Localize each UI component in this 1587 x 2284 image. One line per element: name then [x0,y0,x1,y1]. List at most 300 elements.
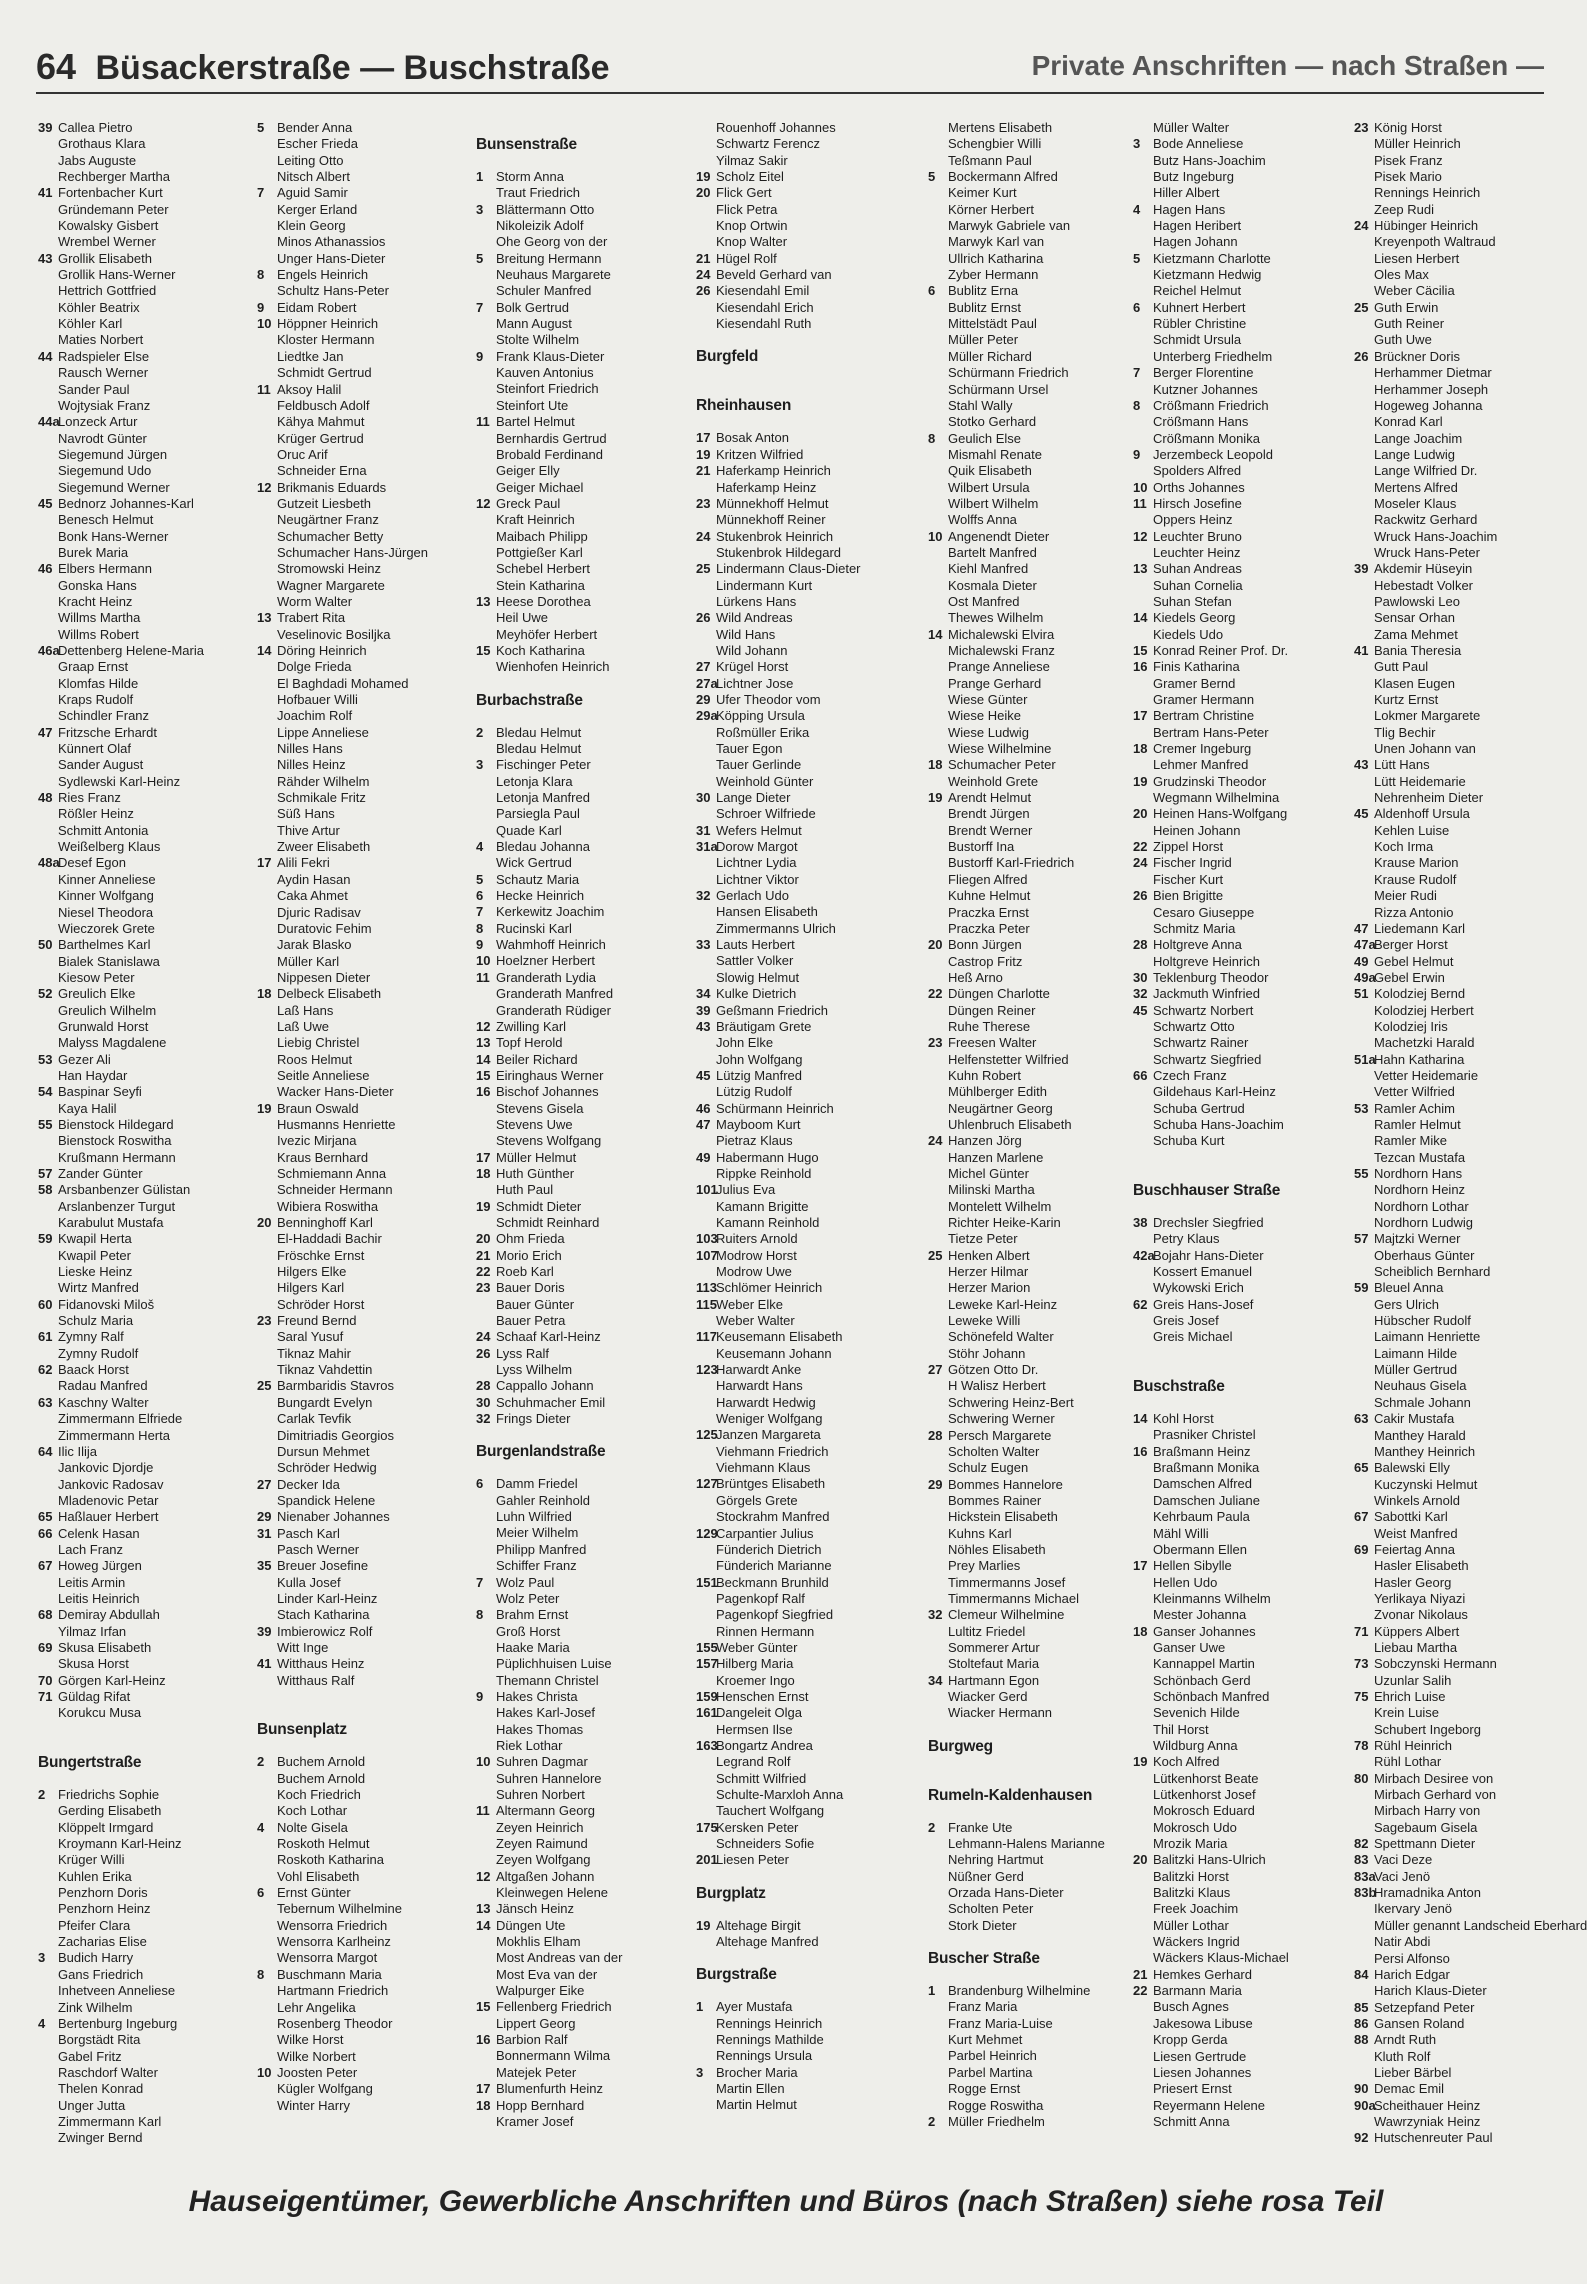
directory-entry [928,725,1140,741]
directory-entry [1133,1297,1345,1313]
house-number: 82 [1354,1836,1369,1852]
directory-entry [928,316,1140,332]
resident-name: Stotko Gerhard [948,414,1037,430]
resident-name: Zeep Rudi [1374,201,1434,217]
resident-name: Graap Ernst [58,659,129,675]
resident-name: Spettmann Dieter [1374,1836,1476,1852]
resident-name: Orths Johannes [1153,479,1245,495]
directory-entry [696,986,908,1002]
resident-name: Schürmann Ursel [948,381,1049,397]
directory-entry [476,1836,688,1852]
house-number: 78 [1354,1738,1369,1754]
directory-entry [696,806,908,822]
directory-entry [1354,1787,1554,1803]
resident-name: Nilles Heinz [277,757,346,773]
directory-entry [257,1950,469,1966]
house-number: 43 [38,250,53,266]
resident-name: Castrop Fritz [948,953,1023,969]
directory-entry [1133,1869,1345,1885]
house-number: 21 [696,463,711,479]
house-number: 26 [1354,348,1369,364]
house-number: 17 [476,2081,491,2097]
resident-name: Wick Gertrud [496,855,572,871]
directory-entry [1354,398,1554,414]
resident-name: Konrad Reiner Prof. Dr. [1153,643,1289,658]
resident-name: Hilgers Elke [277,1264,347,1280]
resident-name: Kraps Rudolf [58,692,134,708]
house-number: 8 [1133,397,1141,413]
directory-entry [476,1852,688,1868]
resident-name: Schengbier Willi [948,136,1042,152]
directory-entry [476,381,688,397]
directory-entry [696,741,908,757]
resident-name: Zeyen Raimund [496,1836,588,1851]
directory-entry [38,1182,250,1198]
resident-name: Tezcan Mustafa [1374,1149,1466,1165]
directory-entry [476,1035,688,1051]
resident-name: Balitzki Horst [1153,1868,1229,1884]
house-number: 6 [476,1476,484,1492]
directory-entry [1133,725,1345,741]
directory-entry [1354,594,1554,610]
resident-name: Leweke Willi [948,1313,1021,1329]
resident-name: Hasler Georg [1374,1574,1452,1590]
directory-entry [928,1411,1140,1427]
directory-entry [1354,1509,1554,1525]
house-number: 29 [257,1509,272,1525]
directory-entry [1133,480,1345,496]
resident-name: Lindermann Kurt [716,577,813,593]
resident-name: Unger Hans-Dieter [277,250,386,266]
resident-name: Engels Heinrich [277,267,369,283]
directory-entry [1133,1313,1345,1329]
directory-entry [38,1297,250,1313]
directory-entry [928,545,1140,561]
resident-name: Zwilling Karl [496,1018,567,1034]
street-heading: Bunsenstraße [476,136,577,153]
resident-name: Greck Paul [496,495,561,511]
resident-name: Künnert Olaf [58,741,131,757]
resident-name: Freesen Walter [948,1035,1037,1051]
house-number: 22 [1133,1983,1148,1999]
resident-name: Wykowski Erich [1153,1280,1244,1296]
directory-entry [928,806,1140,822]
resident-name: Hettrich Gottfried [58,283,157,299]
directory-entry [476,627,688,643]
directory-entry [696,855,908,871]
resident-name: Neugärtner Georg [948,1100,1053,1116]
resident-name: Bongartz Andrea [716,1737,813,1753]
resident-name: Körner Herbert [948,201,1034,217]
resident-name: Krein Luise [1374,1705,1440,1721]
house-number: 11 [257,381,271,397]
house-number: 16 [476,1084,491,1100]
directory-entry [257,594,469,610]
directory-entry [38,1411,250,1427]
resident-name: Sobczynski Hermann [1374,1656,1497,1672]
resident-name: Rucinski Karl [496,920,572,936]
resident-name: Saral Yusuf [277,1329,344,1345]
directory-entry [38,1607,250,1623]
house-number: 1 [696,1999,704,2015]
directory-entry [1133,1509,1345,1525]
directory-entry [928,1558,1140,1574]
resident-name: Sander August [58,757,144,773]
directory-entry [928,300,1140,316]
directory-entry [696,1444,908,1460]
resident-name: Callea Pietro [58,120,133,135]
house-number: 19 [1133,773,1148,789]
directory-entry [38,921,250,937]
directory-entry [696,1738,908,1754]
resident-name: Kropp Gerda [1153,2032,1228,2048]
resident-name: Freund Bernd [277,1313,357,1329]
resident-name: Beckmann Brunhild [716,1574,829,1590]
directory-entry [928,1640,1140,1656]
directory-entry [1133,610,1345,626]
directory-entry [476,1934,688,1950]
directory-entry [1354,1150,1554,1166]
directory-entry [1133,1231,1345,1247]
house-number: 15 [1133,643,1148,658]
resident-name: Bublitz Ernst [948,299,1021,315]
resident-name: Dangeleit Olga [716,1705,802,1721]
house-number: 16 [1133,1443,1148,1459]
directory-entry [1354,1722,1554,1738]
resident-name: Hickstein Elisabeth [948,1509,1058,1525]
directory-entry [1354,937,1554,953]
resident-name: Nehrenheim Dieter [1374,790,1484,806]
directory-entry [38,1362,250,1378]
resident-name: Schwartz Rainer [1153,1035,1249,1051]
resident-name: Caka Ahmet [277,888,348,904]
directory-entry [696,1999,908,2015]
directory-entry [257,1869,469,1885]
directory-entry [1354,970,1554,986]
directory-entry [476,904,688,920]
resident-name: Wild Andreas [716,610,793,626]
resident-name: Suhren Dagmar [496,1754,588,1770]
resident-name: Hansen Elisabeth [716,904,818,920]
directory-entry [696,659,908,675]
resident-name: Joachim Rolf [277,708,353,724]
directory-entry [38,431,250,447]
resident-name: Praczka Ernst [948,904,1029,920]
resident-name: Baack Horst [58,1362,129,1378]
resident-name: Knop Ortwin [716,218,788,234]
resident-name: Dimitriadis Georgios [277,1427,395,1443]
directory-entry [1354,463,1554,479]
directory-entry [476,529,688,545]
resident-name: Kutzner Johannes [1153,381,1258,397]
resident-name: Gerlach Udo [716,888,789,904]
directory-entry [38,1624,250,1640]
directory-entry [257,1918,469,1934]
house-number: 19 [476,1198,491,1214]
directory-entry [1354,2032,1554,2048]
resident-name: Hirsch Josefine [1153,495,1242,511]
resident-name: Holtgreve Heinrich [1153,953,1260,969]
resident-name: Oppers Heinz [1153,512,1233,528]
resident-name: Görgen Karl-Heinz [58,1672,166,1688]
directory-entry [476,1133,688,1149]
directory-entry [257,545,469,561]
resident-name: Wahmhoff Heinrich [496,937,606,953]
resident-name: Matejek Peter [496,2064,577,2080]
resident-name: Geiger Michael [496,479,584,495]
directory-entry [38,1542,250,1558]
directory-entry [928,1673,1140,1689]
resident-name: Schmidt Gertrud [277,365,372,381]
house-number: 7 [257,185,265,201]
resident-name: Guth Uwe [1374,332,1432,348]
directory-entry [696,512,908,528]
directory-entry [476,953,688,969]
directory-entry [928,1689,1140,1705]
resident-name: Roskoth Helmut [277,1836,370,1852]
resident-name: Schmidt Ursula [1153,332,1242,348]
house-number: 15 [476,1067,491,1083]
directory-entry [257,1444,469,1460]
directory-entry [476,1967,688,1983]
house-number: 3 [696,2064,704,2080]
house-number: 18 [476,1165,491,1181]
resident-name: Liebau Martha [1374,1639,1458,1655]
resident-name: Müller Richard [948,348,1032,364]
resident-name: Weist Manfred [1374,1525,1458,1541]
directory-entry [38,202,250,218]
directory-entry [1354,1820,1554,1836]
directory-entry [476,1068,688,1084]
resident-name: Helfenstetter Wilfried [948,1051,1069,1067]
house-number: 35 [257,1558,272,1574]
house-number: 11 [1133,495,1147,511]
directory-entry [928,2114,1140,2130]
directory-entry [1354,1901,1554,1917]
directory-entry [257,153,469,169]
resident-name: Wildburg Anna [1153,1737,1238,1753]
directory-entry [696,1248,908,1264]
directory-entry [1133,839,1345,855]
directory-entry [696,643,908,659]
resident-name: Klöppelt Irmgard [58,1819,154,1835]
directory-entry [257,349,469,365]
directory-entry [928,1248,1140,1264]
directory-entry [696,1476,908,1492]
resident-name: Persi Alfonso [1374,1950,1450,1966]
resident-name: Kinner Anneliese [58,871,156,887]
house-number: 107 [696,1247,718,1263]
directory-entry [1354,1133,1554,1149]
house-number: 10 [928,528,943,544]
directory-entry [38,2049,250,2065]
directory-entry [257,1493,469,1509]
directory-entry [257,1477,469,1493]
directory-entry [257,136,469,152]
house-number: 43 [1354,757,1369,773]
resident-name: Liedemann Karl [1374,920,1466,936]
resident-name: Weber Elke [716,1296,783,1312]
directory-entry [257,316,469,332]
resident-name: Wruck Hans-Peter [1374,544,1480,560]
directory-entry [928,1297,1140,1313]
directory-entry [1133,300,1345,316]
resident-name: Blättermann Otto [496,201,595,217]
resident-name: Prange Gerhard [948,675,1042,691]
resident-name: Schwartz Otto [1153,1018,1235,1034]
house-number: 51 [1354,986,1369,1002]
house-number: 39 [257,1623,272,1639]
resident-name: Ohe Georg von der [496,234,608,250]
resident-name: Siegemund Udo [58,463,152,479]
directory-entry [1133,757,1345,773]
directory-entry [1354,872,1554,888]
resident-name: Blumenfurth Heinz [496,2081,603,2097]
house-number: 26 [696,283,711,299]
directory-entry [38,1901,250,1917]
directory-entry [476,300,688,316]
directory-entry [38,1231,250,1247]
resident-name: Tlig Bechir [1374,724,1436,740]
house-number: 34 [696,986,711,1002]
directory-entry [1354,1460,1554,1476]
resident-name: Bustorff Ina [948,839,1015,855]
street-heading: Burgstraße [696,1966,777,1984]
resident-name: Brüntges Elisabeth [716,1476,826,1492]
resident-name: Kiesendahl Ruth [716,316,812,332]
directory-entry [476,2032,688,2048]
directory-entry [1354,1705,1554,1721]
resident-name: Petry Klaus [1153,1231,1220,1247]
resident-name: Klomfas Hilde [58,675,139,691]
house-number: 24 [696,528,711,544]
resident-name: Wilke Norbert [277,2048,356,2064]
house-number: 31 [257,1525,272,1541]
directory-entry [257,1395,469,1411]
directory-entry [1354,1493,1554,1509]
directory-entry [1133,1656,1345,1672]
directory-entry [476,1150,688,1166]
resident-name: Neuhaus Gisela [1374,1378,1467,1394]
directory-entry [38,300,250,316]
resident-name: Roos Helmut [277,1051,353,1067]
resident-name: Ilic Ilija [58,1443,98,1459]
resident-name: Wojtysiak Franz [58,397,151,413]
resident-name: Schwartz Siegfried [1153,1051,1262,1067]
directory-entry [476,1395,688,1411]
resident-name: Wäckers Klaus-Michael [1153,1950,1289,1966]
resident-name: Liedtke Jan [277,348,344,364]
resident-name: Kroemer Ingo [716,1672,795,1688]
resident-name: Hecke Heinrich [496,888,585,904]
resident-name: Hoelzner Herbert [496,953,595,969]
directory-entry [38,1918,250,1934]
directory-entry [1133,529,1345,545]
house-number: 3 [476,201,484,217]
directory-entry [1133,316,1345,332]
house-number: 26 [1133,888,1148,904]
resident-name: Aksoy Halil [277,381,342,397]
directory-entry [696,790,908,806]
resident-name: Kreyenpoth Waltraud [1374,234,1496,250]
directory-entry [1133,1820,1345,1836]
directory-entry [257,578,469,594]
house-number: 83a [1354,1868,1376,1884]
resident-name: Jabs Auguste [58,152,137,168]
house-number: 19 [257,1100,272,1116]
resident-name: Bialek Stanislawa [58,953,160,969]
house-number: 6 [1133,299,1141,315]
directory-entry [928,1852,1140,1868]
directory-entry [1133,594,1345,610]
resident-name: Kietzmann Hedwig [1153,267,1262,283]
resident-name: Laimann Henriette [1374,1329,1481,1345]
resident-name: Kamann Brigitte [716,1198,809,1214]
directory-entry [1354,496,1554,512]
resident-name: Liesen Peter [716,1852,789,1868]
directory-entry [476,970,688,986]
resident-name: Nienaber Johannes [277,1509,390,1525]
house-number: 161 [696,1705,718,1721]
directory-entry [696,1297,908,1313]
house-number: 44a [38,414,60,430]
resident-name: Quade Karl [496,822,562,838]
resident-name: Kersken Peter [716,1819,799,1835]
directory-entry [38,2016,250,2032]
resident-name: Kolodziej Herbert [1374,1002,1474,1018]
directory-entry [38,1526,250,1542]
resident-name: Oles Max [1374,267,1429,283]
resident-name: Haferkamp Heinrich [716,463,831,479]
house-number: 83b [1354,1885,1377,1901]
resident-name: Stromowski Heinz [277,561,382,577]
house-number: 55 [1354,1166,1369,1181]
directory-entry [1354,1673,1554,1689]
directory-entry [476,1084,688,1100]
resident-name: Wilbert Wilhelm [948,495,1039,511]
directory-entry [476,1575,688,1591]
resident-name: Weber Cäcilia [1374,283,1455,299]
directory-entry [1354,1526,1554,1542]
resident-name: Lange Ludwig [1374,446,1455,462]
directory-entry [38,839,250,855]
directory-entry [1354,708,1554,724]
resident-name: Schlömer Heinrich [716,1280,823,1296]
directory-entry [1354,1754,1554,1770]
resident-name: Sommerer Artur [948,1639,1040,1655]
directory-entry [257,986,469,1002]
directory-entry [1354,1885,1554,1901]
house-number: 86 [1354,2015,1369,2031]
resident-name: Kroymann Karl-Heinz [58,1836,182,1852]
resident-name: Tebernum Wilhelmine [277,1901,402,1917]
resident-name: Nitsch Albert [277,169,350,185]
resident-name: Brikmanis Eduards [277,479,387,495]
directory-entry [257,398,469,414]
directory-entry [696,251,908,267]
directory-entry [1133,2016,1345,2032]
resident-name: Lieske Heinz [58,1264,133,1280]
directory-entry [1354,1852,1554,1868]
directory-entry [928,1346,1140,1362]
resident-name: Bledau Helmut [496,724,582,740]
house-number: 83 [1354,1852,1369,1868]
street-range-title: Büsackerstraße — Buschstraße [95,49,610,87]
directory-entry [38,774,250,790]
directory-entry [1354,2016,1554,2032]
directory-entry [1354,1264,1554,1280]
directory-entry [476,218,688,234]
